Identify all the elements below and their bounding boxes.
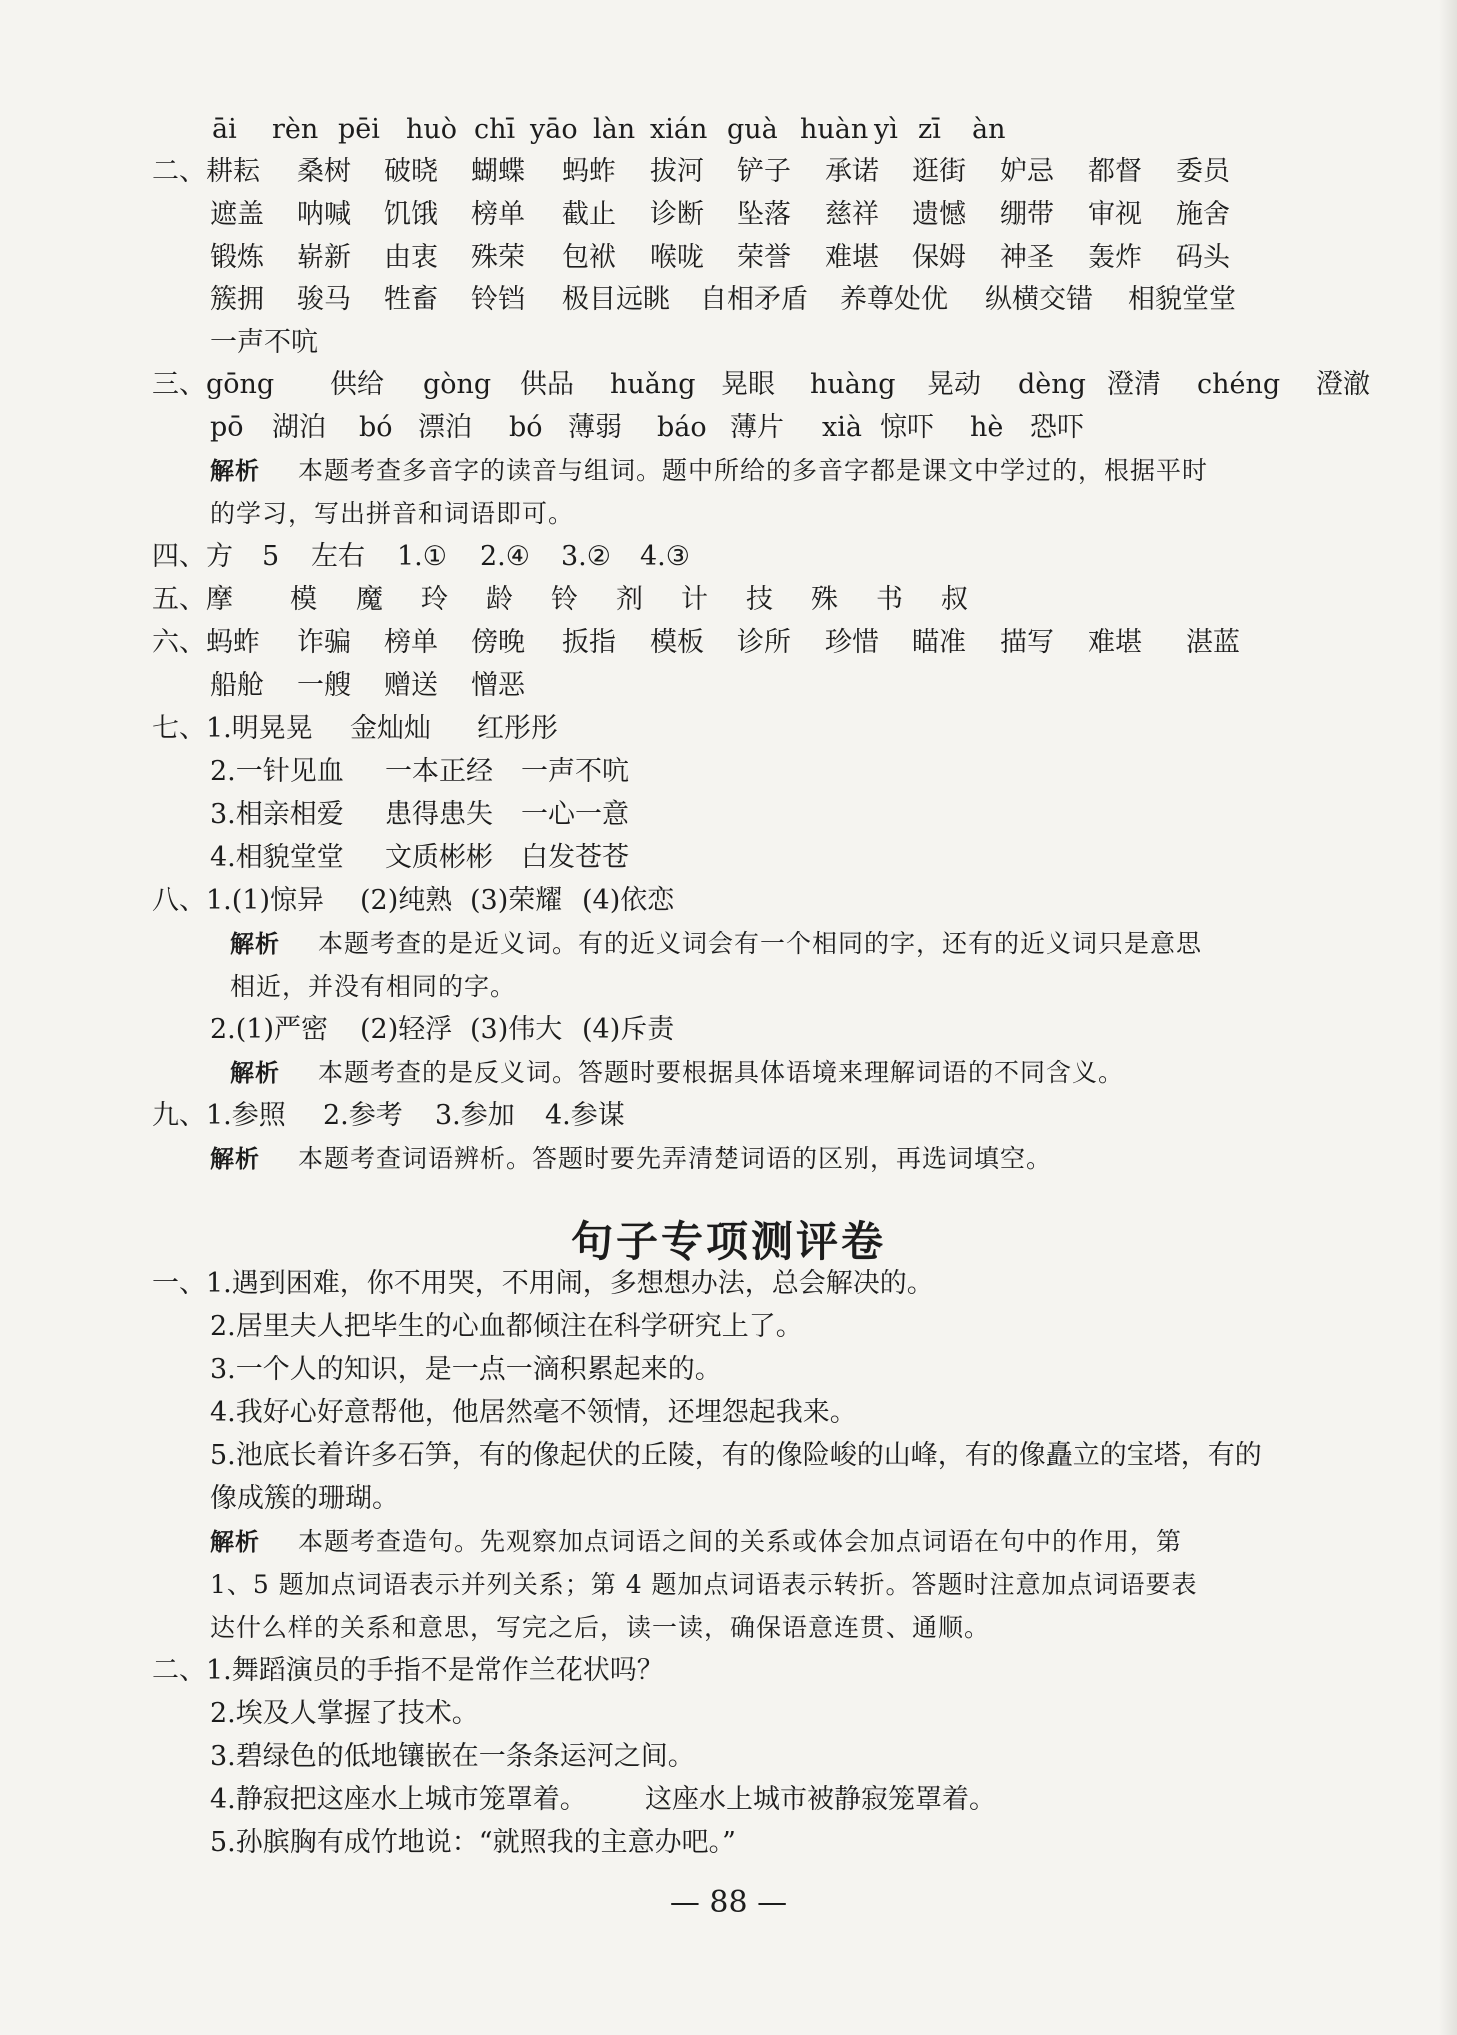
answer-line <box>0 1477 1457 1521</box>
answer-token: 难堪 <box>825 242 879 273</box>
answer-token: 一声不吭 <box>521 756 629 787</box>
answer-line <box>0 150 1457 194</box>
answer-token: 5 <box>262 541 280 572</box>
answer-token: 榜单 <box>471 199 525 230</box>
answer-token: (4)依恋 <box>582 885 675 916</box>
explanation-text: 本题考查多音字的读音与组词。题中所给的多音字都是课文中学过的，根据平时 <box>298 456 1209 485</box>
answer-token: 这座水上城市被静寂笼罩着。 <box>645 1784 996 1815</box>
answer-token: 审视 <box>1088 199 1142 230</box>
explanation-line <box>0 922 1457 966</box>
answer-token: 二、耕耘 <box>152 156 260 187</box>
answer-token: 码头 <box>1176 242 1230 273</box>
answer-token: 2.④ <box>480 541 530 572</box>
answer-token: 傍晚 <box>471 627 525 658</box>
answer-token: 一、1.遇到困难，你不用哭，不用闹，多想想办法，总会解决的。 <box>152 1268 934 1299</box>
answer-token: huàng <box>810 369 896 400</box>
answer-token: dèng <box>1018 369 1086 400</box>
answer-token: 一艘 <box>297 670 351 701</box>
answer-token: 扳指 <box>562 627 616 658</box>
answer-token: 计 <box>681 584 708 615</box>
answer-token: 4.静寂把这座水上城市笼罩着。 <box>210 1784 587 1815</box>
answer-line <box>0 1649 1457 1693</box>
explanation-line <box>0 965 1457 1009</box>
explanation-label: 解析 <box>210 1528 260 1556</box>
answer-token: 4.参谋 <box>545 1100 625 1131</box>
answer-token: 殊 <box>811 584 838 615</box>
answer-token: 坠落 <box>737 199 791 230</box>
answer-token: 白发苍苍 <box>521 842 629 873</box>
answer-token: 瞄准 <box>912 627 966 658</box>
answer-token: 五、摩 <box>152 584 233 615</box>
answer-token: 供给 <box>330 369 384 400</box>
answer-token: 晃动 <box>927 369 981 400</box>
answer-line <box>0 236 1457 280</box>
answer-token: 漂泊 <box>418 412 472 443</box>
answer-token: 技 <box>746 584 773 615</box>
answer-line <box>0 108 1457 152</box>
answer-token: 湛蓝 <box>1186 627 1240 658</box>
answer-token: huǎng <box>610 369 696 400</box>
answer-token: 荣誉 <box>737 242 791 273</box>
answer-line <box>0 278 1457 322</box>
answer-token: 遗憾 <box>912 199 966 230</box>
explanation-text: 的学习，写出拼音和词语即可。 <box>210 499 575 528</box>
answer-token: 珍惜 <box>825 627 879 658</box>
answer-line <box>0 664 1457 708</box>
answer-token: 自相矛盾 <box>700 284 808 315</box>
answer-line <box>0 1692 1457 1736</box>
answer-token: 蝴蝶 <box>471 156 525 187</box>
answer-token: 蚂蚱 <box>562 156 616 187</box>
answer-token: 都督 <box>1088 156 1142 187</box>
answer-token: 供品 <box>520 369 574 400</box>
answer-token: 妒忌 <box>1000 156 1054 187</box>
answer-token: (3)伟大 <box>470 1014 563 1045</box>
answer-token: 3.② <box>561 541 611 572</box>
explanation-line <box>0 1606 1457 1650</box>
answer-line <box>0 1391 1457 1435</box>
answer-token: 2.居里夫人把毕生的心血都倾注在科学研究上了。 <box>210 1311 803 1342</box>
answer-line <box>0 363 1457 407</box>
answer-token: 一本正经 <box>385 756 493 787</box>
answer-token: 金灿灿 <box>350 713 431 744</box>
answer-token: chī <box>474 114 516 145</box>
answer-token: 牲畜 <box>384 284 438 315</box>
answer-line <box>0 1778 1457 1822</box>
answer-token: 殊荣 <box>471 242 525 273</box>
answer-token: 模板 <box>650 627 704 658</box>
answer-token: 崭新 <box>297 242 351 273</box>
answer-token: 承诺 <box>825 156 879 187</box>
answer-token: 2.(1)严密 <box>210 1014 329 1045</box>
answer-line <box>0 793 1457 837</box>
explanation-line <box>0 449 1457 493</box>
answer-token: hè <box>970 412 1004 443</box>
answer-token: 5.池底长着许多石笋，有的像起伏的丘陵，有的像险峻的山峰，有的像矗立的宝塔，有的 <box>210 1440 1262 1471</box>
answer-token: 簇拥 <box>210 284 264 315</box>
answer-token: 1.① <box>397 541 447 572</box>
answer-token: 锻炼 <box>210 242 264 273</box>
page-fold-shadow <box>1439 0 1457 2035</box>
answer-token: 恐吓 <box>1030 412 1084 443</box>
answer-token: chéng <box>1197 369 1281 400</box>
answer-token: 4.相貌堂堂 <box>210 842 344 873</box>
answer-token: 像成簇的珊瑚。 <box>210 1483 399 1514</box>
answer-token: (2)纯熟 <box>360 885 453 916</box>
answer-token: 惊吓 <box>880 412 934 443</box>
answer-token: 玲 <box>421 584 448 615</box>
answer-token: 喉咙 <box>650 242 704 273</box>
answer-token: 骏马 <box>297 284 351 315</box>
answer-line <box>0 707 1457 751</box>
answer-token: yāo <box>530 114 578 145</box>
explanation-text: 本题考查的是近义词。有的近义词会有一个相同的字，还有的近义词只是意思 <box>318 929 1203 958</box>
answer-token: 施舍 <box>1176 199 1230 230</box>
answer-line <box>0 1094 1457 1138</box>
answer-line <box>0 578 1457 622</box>
answer-token: 轰炸 <box>1088 242 1142 273</box>
answer-line <box>0 1821 1457 1865</box>
answer-token: 八、1.(1)惊异 <box>152 885 325 916</box>
answer-token: 委员 <box>1176 156 1230 187</box>
answer-token: 养尊处优 <box>840 284 948 315</box>
answer-token: 一声不吭 <box>210 327 318 358</box>
section-title: 句子专项测评卷 <box>570 1217 886 1266</box>
answer-token: báo <box>657 412 707 443</box>
answer-token: 逛街 <box>912 156 966 187</box>
answer-token: 包袱 <box>562 242 616 273</box>
answer-line <box>0 321 1457 365</box>
answer-token: rèn <box>272 114 319 145</box>
answer-token: 龄 <box>486 584 513 615</box>
answer-token: 3.碧绿色的低地镶嵌在一条条运河之间。 <box>210 1741 695 1772</box>
answer-token: 绷带 <box>1000 199 1054 230</box>
answer-token: 魔 <box>356 584 383 615</box>
answer-token: 3.参加 <box>435 1100 515 1131</box>
answer-token: 剂 <box>616 584 643 615</box>
answer-token: pēi <box>338 114 380 145</box>
answer-token: gòng <box>423 369 492 400</box>
answer-token: 书 <box>876 584 903 615</box>
answer-token: 船舱 <box>210 670 264 701</box>
answer-token: làn <box>593 114 636 145</box>
explanation-line <box>0 1520 1457 1564</box>
answer-token: 极目远眺 <box>562 284 670 315</box>
answer-token: (2)轻浮 <box>360 1014 453 1045</box>
answer-token: 难堪 <box>1088 627 1142 658</box>
answer-token: 红彤彤 <box>477 713 558 744</box>
answer-token: 六、蚂蚱 <box>152 627 260 658</box>
explanation-label: 解析 <box>230 930 280 958</box>
answer-token: 保姆 <box>912 242 966 273</box>
answer-token: xià <box>822 412 862 443</box>
answer-token: 2.参考 <box>323 1100 403 1131</box>
answer-token: 3.相亲相爱 <box>210 799 344 830</box>
answer-token: 左右 <box>311 541 365 572</box>
answer-token: huò <box>406 114 458 145</box>
answer-token: 一心一意 <box>521 799 629 830</box>
answer-token: guà <box>727 114 778 145</box>
answer-token: 2.埃及人掌握了技术。 <box>210 1698 479 1729</box>
answer-token: 2.一针见血 <box>210 756 344 787</box>
answer-token: 湖泊 <box>272 412 326 443</box>
answer-token: yì <box>874 114 898 145</box>
answer-token: 文质彬彬 <box>385 842 493 873</box>
answer-token: 5.孙膑胸有成竹地说：“就照我的主意办吧。” <box>210 1827 736 1858</box>
explanation-label: 解析 <box>210 457 260 485</box>
answer-token: 澄澈 <box>1316 369 1370 400</box>
answer-line <box>0 879 1457 923</box>
answer-token: 澄清 <box>1107 369 1161 400</box>
answer-token: 神圣 <box>1000 242 1054 273</box>
explanation-line <box>0 1051 1457 1095</box>
answer-token: 纵横交错 <box>985 284 1093 315</box>
explanation-line <box>0 1563 1457 1607</box>
answer-token: 四、方 <box>152 541 233 572</box>
explanation-line <box>0 492 1457 536</box>
answer-token: 饥饿 <box>384 199 438 230</box>
answer-token: 桑树 <box>297 156 351 187</box>
answer-token: 慈祥 <box>825 199 879 230</box>
answer-line <box>0 836 1457 880</box>
answer-token: 赠送 <box>384 670 438 701</box>
answer-token: bó <box>359 412 393 443</box>
answer-token: 相貌堂堂 <box>1128 284 1236 315</box>
answer-token: bó <box>509 412 543 443</box>
explanation-text: 本题考查词语辨析。答题时要先弄清楚词语的区别，再选词填空。 <box>298 1144 1053 1173</box>
answer-token: 三、gōng <box>152 369 275 400</box>
answer-token: 薄弱 <box>568 412 622 443</box>
answer-token: pō <box>210 412 244 443</box>
answer-token: 诊断 <box>650 199 704 230</box>
explanation-text: 本题考查的是反义词。答题时要根据具体语境来理解词语的不同含义。 <box>318 1058 1125 1087</box>
answer-token: 叔 <box>941 584 968 615</box>
answer-line <box>0 406 1457 450</box>
explanation-label: 解析 <box>210 1145 260 1173</box>
answer-token: 4.③ <box>640 541 690 572</box>
answer-token: 由衷 <box>384 242 438 273</box>
answer-line <box>0 1735 1457 1779</box>
answer-token: 铲子 <box>737 156 791 187</box>
answer-token: 患得患失 <box>385 799 493 830</box>
explanation-label: 解析 <box>230 1059 280 1087</box>
answer-token: àn <box>972 114 1006 145</box>
answer-token: zī <box>918 114 941 145</box>
answer-token: 晃眼 <box>721 369 775 400</box>
answer-line <box>0 1434 1457 1478</box>
answer-token: 3.一个人的知识，是一点一滴积累起来的。 <box>210 1354 722 1385</box>
page-number: — 88 — <box>669 1885 788 1920</box>
explanation-text: 1、5 题加点词语表示并列关系；第 4 题加点词语表示转折。答题时注意加点词语要表 <box>210 1570 1198 1599</box>
answer-line <box>0 1008 1457 1052</box>
explanation-text: 本题考查造句。先观察加点词语之间的关系或体会加点词语在句中的作用，第 <box>298 1527 1183 1556</box>
answer-line <box>0 621 1457 665</box>
answer-token: (3)荣耀 <box>470 885 563 916</box>
answer-token: 九、1.参照 <box>152 1100 286 1131</box>
explanation-line <box>0 1137 1457 1181</box>
explanation-text: 相近，并没有相同的字。 <box>230 972 517 1001</box>
answer-token: 憎恶 <box>471 670 525 701</box>
answer-token: xián <box>650 114 708 145</box>
answer-line <box>0 193 1457 237</box>
answer-token: huàn <box>800 114 869 145</box>
answer-token: (4)斥责 <box>582 1014 675 1045</box>
answer-line <box>0 1348 1457 1392</box>
answer-line <box>0 535 1457 579</box>
answer-token: 铃 <box>551 584 578 615</box>
answer-token: 拔河 <box>650 156 704 187</box>
answer-line <box>0 750 1457 794</box>
answer-token: 诈骗 <box>297 627 351 658</box>
answer-token: 破晓 <box>384 156 438 187</box>
explanation-text: 达什么样的关系和意思，写完之后，读一读，确保语意连贯、通顺。 <box>210 1613 991 1642</box>
answer-token: 4.我好心好意帮他，他居然毫不领情，还埋怨起我来。 <box>210 1397 857 1428</box>
answer-token: 薄片 <box>730 412 784 443</box>
answer-token: 七、1.明晃晃 <box>152 713 313 744</box>
answer-token: 截止 <box>562 199 616 230</box>
answer-token: 遮盖 <box>210 199 264 230</box>
answer-token: 榜单 <box>384 627 438 658</box>
answer-token: āi <box>212 114 237 145</box>
answer-token: 诊所 <box>737 627 791 658</box>
answer-line <box>0 1305 1457 1349</box>
answer-token: 铃铛 <box>471 284 525 315</box>
answer-token: 呐喊 <box>297 199 351 230</box>
answer-token: 模 <box>290 584 317 615</box>
answer-token: 二、1.舞蹈演员的手指不是常作兰花状吗？ <box>152 1655 664 1686</box>
answer-token: 描写 <box>1000 627 1054 658</box>
